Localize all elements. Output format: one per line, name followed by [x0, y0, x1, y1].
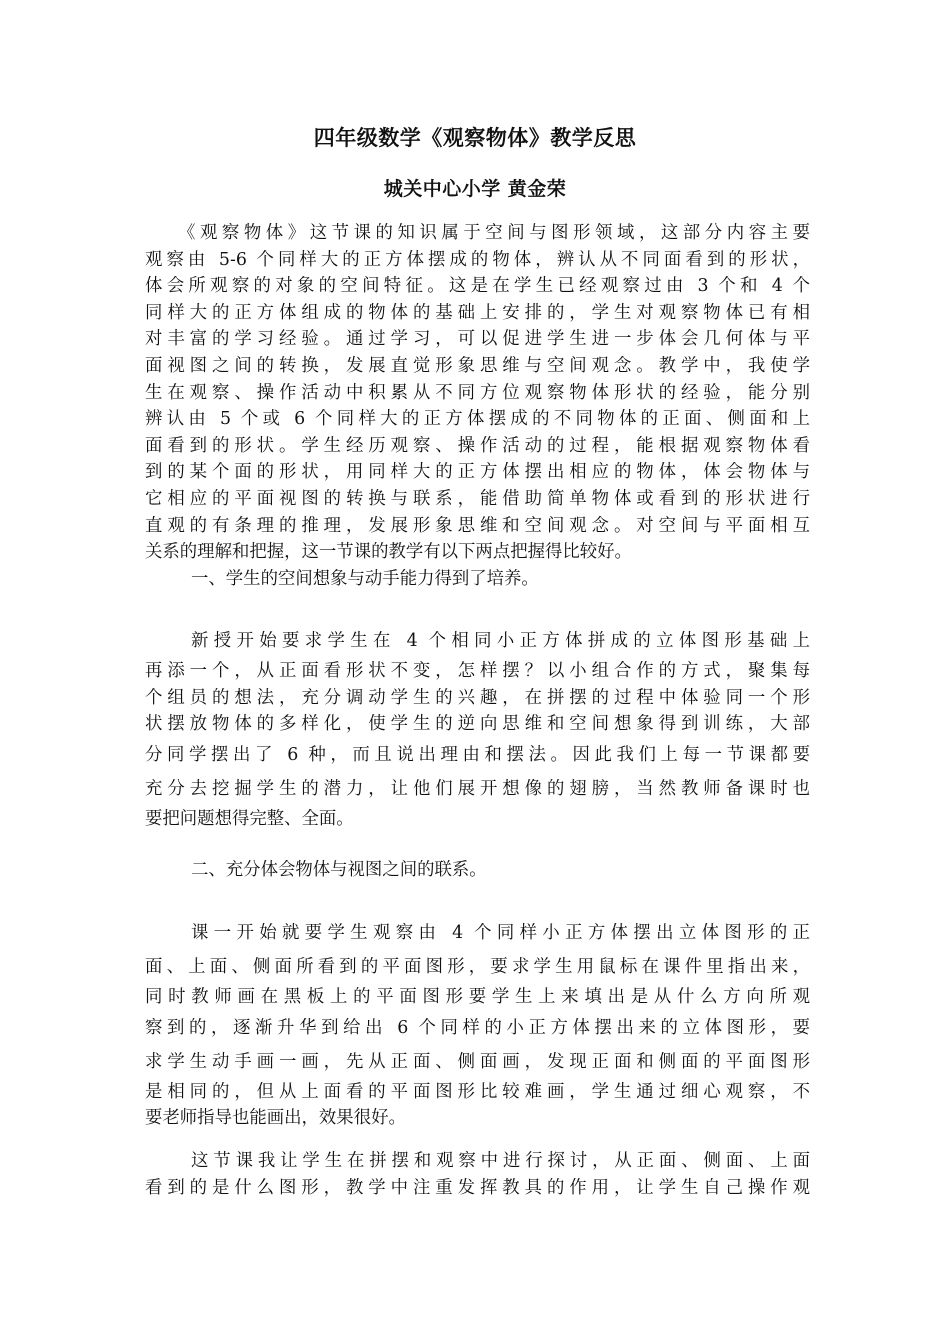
paragraph-line: 辨认由 5 个或 6 个同样大的正方体摆成的不同物体的正面、侧面和上 [145, 409, 810, 430]
paragraph-line: 它相应的平面视图的转换与联系，能借助简单物体或看到的形状进行 [145, 488, 810, 509]
paragraph-section-1 [145, 624, 810, 832]
paragraph-line: 察到的，逐渐升华到给出 6 个同样的小正方体摆出来的立体图形，要 [145, 1017, 810, 1038]
paragraph-intro [145, 220, 810, 566]
paragraph-line: 课一开始就要学生观察由 4 个同样小正方体摆出立体图形的正 [191, 923, 810, 943]
paragraph-line: 状摆放物体的多样化，使学生的逆向思维和空间想象得到训练，大部 [145, 714, 810, 734]
paragraph-line: 这节课我让学生在拼摆和观察中进行探讨，从正面、侧面、上面 [191, 1151, 810, 1171]
document-title: 四年级数学《观察物体》教学反思 [313, 126, 637, 150]
paragraph-line: 直观的有条理的推理，发展形象思维和空间观念。对空间与平面相互 [145, 515, 810, 536]
paragraph-line: 要把问题想得完整、全面。 [145, 808, 354, 829]
paragraph-line: 同样大的正方体组成的物体的基础上安排的，学生对观察物体已有相 [145, 302, 810, 323]
paragraph-line: 面看到的形状。学生经历观察、操作活动的过程，能根据观察物体看 [145, 435, 810, 456]
section-heading-2 [145, 856, 810, 884]
paragraph-closing [145, 1148, 810, 1201]
paragraph-line: 对丰富的学习经验。通过学习，可以促进学生进一步体会几何体与平 [145, 329, 810, 350]
paragraph-line: 要老师指导也能画出，效果很好。 [145, 1108, 406, 1128]
paragraph-line: 看到的是什么图形，教学中注重发挥教具的作用，让学生自己操作观 [145, 1177, 810, 1198]
paragraph-line: 分同学摆出了 6 种，而且说出理由和摆法。因此我们上每一节课都要 [145, 744, 810, 765]
document-byline: 城关中心小学 黄金荣 [383, 178, 567, 200]
paragraph-line: 面视图之间的转换，发展直觉形象思维与空间观念。教学中，我使学 [145, 355, 810, 376]
paragraph-line: 同时教师画在黑板上的平面图形要学生上来填出是从什么方向所观 [145, 987, 810, 1007]
paragraph-section-2 [145, 916, 810, 1132]
paragraph-line: 新授开始要求学生在 4 个相同小正方体拼成的立体图形基础上 [191, 631, 810, 651]
paragraph-line: 生在观察、操作活动中积累从不同方位观察物体形状的经验，能分别 [145, 382, 810, 403]
section-heading-1 [145, 565, 810, 593]
paragraph-line: 体会所观察的对象的空间特征。这是在学生已经观察过由 3 个和 4 个 [145, 276, 810, 297]
paragraph-line: 是相同的，但从上面看的平面图形比较难画，学生通过细心观察，不 [145, 1081, 810, 1102]
paragraph-line: 到的某个面的形状，用同样大的正方体摆出相应的物体，体会物体与 [145, 462, 810, 483]
paragraph-line: 个组员的想法，充分调动学生的兴趣，在拼摆的过程中体验同一个形 [145, 687, 810, 708]
paragraph-line: 面、上面、侧面所看到的平面图形，要求学生用鼠标在课件里指出来， [145, 957, 810, 977]
paragraph-line: 《观察物体》这节课的知识属于空间与图形领域，这部分内容主要 [178, 223, 810, 243]
section-heading-text: 二、充分体会物体与视图之间的联系。 [191, 860, 487, 880]
section-heading-text: 一、学生的空间想象与动手能力得到了培养。 [191, 569, 539, 589]
paragraph-line: 观察由 5-6 个同样大的正方体摆成的物体，辨认从不同面看到的形状， [145, 249, 810, 270]
paragraph-line: 关系的理解和把握，这一节课的教学有以下两点把握得比较好。 [145, 542, 632, 563]
paragraph-line: 再添一个，从正面看形状不变，怎样摆？以小组合作的方式，聚集每 [145, 661, 810, 681]
paragraph-line: 充分去挖掘学生的潜力，让他们展开想像的翅膀，当然教师备课时也 [145, 778, 810, 799]
paragraph-line: 求学生动手画一画，先从正面、侧面画，发现正面和侧面的平面图形 [145, 1051, 810, 1072]
